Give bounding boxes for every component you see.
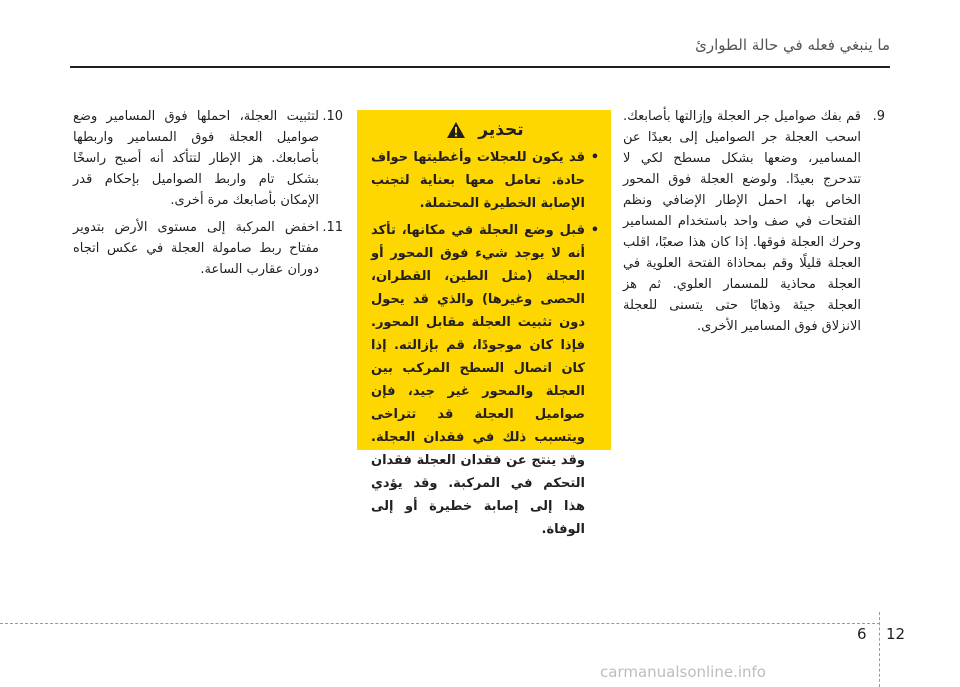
warning-bullet: • قبل وضع العجلة في مكانها، تأكد أنه لا يوجد شيء فوق المحور أو العجلة (مثل الطين، القطران، الحصى وغيرها) والذي قد يحول دون تثبيت العجلة مقابل المحور. فإذا كان موجودًا، قم بإزالته. إذا كان اتصال السطح المركب بين العجلة والمحور غير جيد، فإن صواميل العجلة قد تتراخى ويتسبب ذلك في فقدان العجلة. وقد ينتج عن فقدان العجلة فقدان التحكم في المركبة. وقد يؤدي هذا إلى إصابة خطيرة أو إلى الوفاة.: [371, 223, 599, 537]
warning-list: [371, 146, 599, 541]
warning-triangle-icon: [446, 121, 466, 139]
watermark: carmanualsonline.info: [600, 663, 766, 681]
warning-box: [357, 110, 611, 537]
warning-bullet: • قد يكون للعجلات وأغطيتها حواف حادة. تعامل معها بعناية لتجنب الإصابة الخطيرة المحتملة.: [371, 150, 599, 211]
step-number: .10: [322, 109, 343, 124]
step-number: .11: [322, 220, 343, 235]
warning-header: [371, 120, 599, 140]
right-column: [623, 106, 885, 343]
step-10: [73, 106, 343, 211]
step-9: [623, 106, 885, 337]
step-text: لتثبيت العجلة، احملها فوق المسامير وضع صواميل العجلة فوق المسامير واربطها بأصابعك. هز الإطار لتتأكد أنه أصبح راسخًا بشكل تام واربط الصواميل بإحكام قدر الإمكان بأصابعك مرة أخرى.: [73, 109, 319, 208]
warning-title: تحذير: [478, 120, 524, 140]
page-header: ما ينبغي فعله في حالة الطوارئ: [695, 36, 890, 54]
footer-divider: [879, 612, 880, 687]
page-number: 12: [886, 625, 906, 643]
footer-rule: [0, 623, 880, 624]
step-11: [73, 217, 343, 280]
step-text: اخفض المركبة إلى مستوى الأرض بتدوير مفتاح ربط صامولة العجلة في عكس اتجاه دوران عقارب الساعة.: [73, 220, 319, 277]
left-column: [73, 106, 343, 286]
chapter-number: 6: [857, 625, 867, 643]
step-number: .9: [872, 109, 885, 124]
step-text: قم بفك صواميل جر العجلة وإزالتها بأصابعك. اسحب العجلة جر الصواميل إلى بعيدًا عن المسامير، وضعها بشكل مسطح لكي لا تتدحرج بعيدًا. ولوضع العجلة فوق المحور الخاص بها، احمل الإطار الإضافي ونظم الفتحات في صف واحد باستخدام المسامير وحرك العجلة فوقها. إذا كان هذا صعبًا، اقلب العجلة قليلًا وقم بمحاذاة الفتحة العلوية في العجلة محاذية للمسمار العلوي. ثم هز العجلة جيئة وذهابًا حتى يتسنى للعجلة الانزلاق فوق المسامير الأخرى.: [623, 109, 861, 334]
header-rule: [70, 66, 890, 68]
